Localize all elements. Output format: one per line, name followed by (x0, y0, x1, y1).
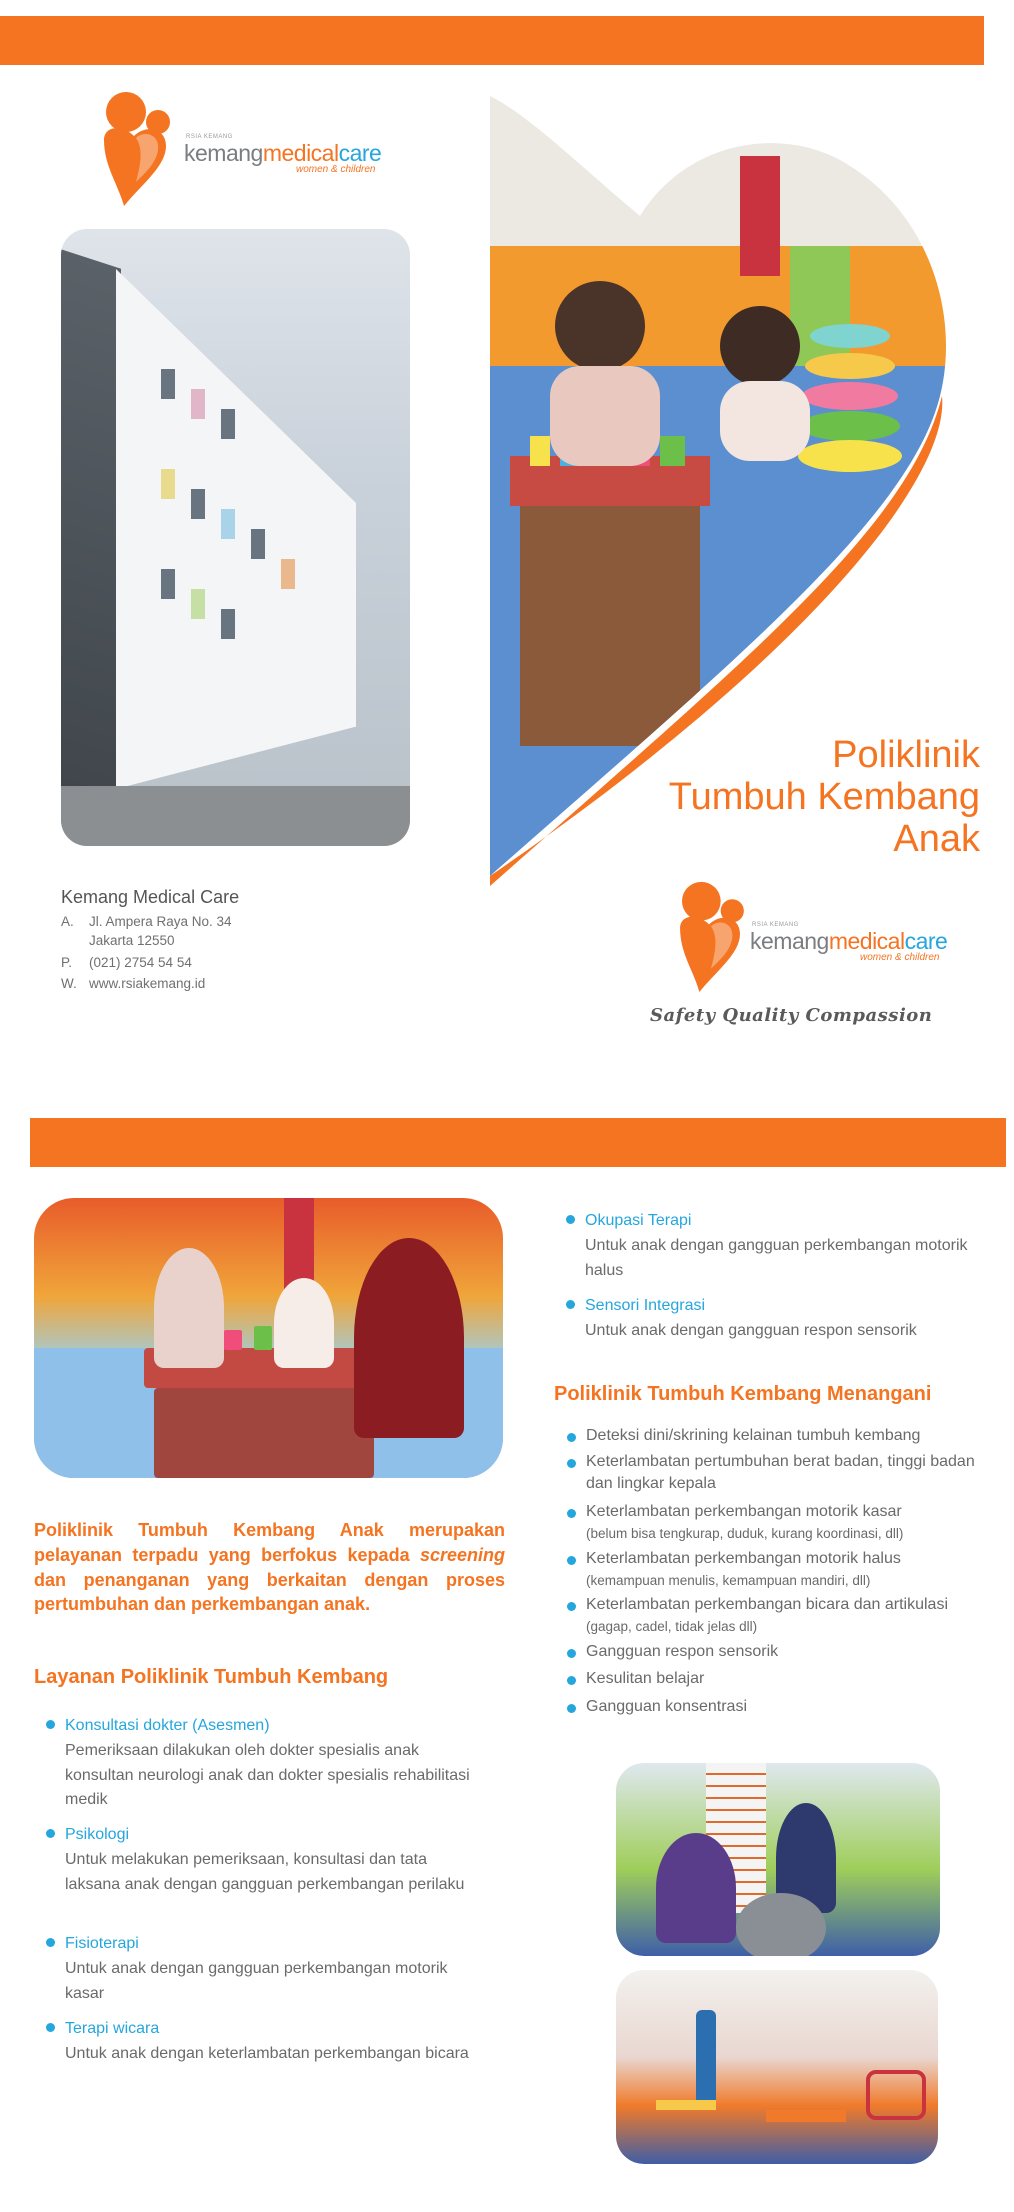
intro-strong: Poliklinik Tumbuh Kembang Anak (34, 1520, 384, 1540)
therapy-room-photo (34, 1198, 503, 1478)
bottom-orange-band (30, 1118, 1006, 1167)
heart-logo-icon (676, 878, 746, 992)
building-photo (61, 229, 410, 846)
service-item (585, 1294, 985, 1344)
logo-subtitle: women & children (860, 952, 940, 963)
therapy-gym-photo (616, 1763, 940, 1956)
service-desc: Untuk anak dengan gangguan perkembangan motorik kasar (65, 1959, 448, 2002)
sensory-room-photo (616, 1970, 938, 2164)
service-name: Sensori Integrasi (585, 1297, 706, 1314)
service-name: Psikologi (65, 1826, 130, 1843)
condition-item: Gangguan konsentrasi (586, 1696, 986, 1718)
condition-item: Keterlambatan perkembangan bicara dan artikulasi (gagap, cadel, tidak jelas dll) (586, 1594, 956, 1639)
service-desc: Untuk anak dengan keterlambatan perkembangan bicara (65, 2044, 469, 2062)
condition-item: Keterlambatan perkembangan motorik kasar (belum bisa tengkurap, duduk, kurang koordinasi, dll) (586, 1501, 986, 1546)
service-item (65, 2017, 485, 2067)
contact-phone: P. (021) 2754 54 54 (61, 955, 192, 970)
top-orange-band (0, 16, 984, 65)
logo-small-text: RSIA KEMANG (752, 922, 799, 928)
condition-item: Deteksi dini/skrining kelainan tumbuh kembang (586, 1425, 986, 1447)
service-name: Konsultasi dokter (Asesmen) (65, 1717, 270, 1734)
service-name: Terapi wicara (65, 2020, 160, 2037)
service-desc: Untuk melakukan pemeriksaan, konsultasi dan tata laksana anak dengan gangguan perkembangan perilaku (65, 1850, 465, 1893)
contact-name: Kemang Medical Care (61, 887, 240, 907)
service-item (65, 1714, 485, 1813)
service-name: Okupasi Terapi (585, 1212, 692, 1229)
brand-logo-top (100, 88, 390, 208)
condition-item: Keterlambatan perkembangan motorik halus (kemampuan menulis, kemampuan mandiri, dll) (586, 1548, 986, 1593)
service-desc: Untuk anak dengan gangguan perkembangan motorik halus (585, 1236, 968, 1279)
condition-item: Gangguan respon sensorik (586, 1641, 986, 1663)
service-item (65, 1932, 485, 2006)
heart-logo-icon (100, 88, 172, 206)
condition-item: Keterlambatan pertumbuhan berat badan, tinggi badan dan lingkar kepala (586, 1451, 986, 1496)
logo-subtitle: women & children (296, 164, 376, 175)
logo-small-text: RSIA KEMANG (186, 134, 233, 140)
cover-title (669, 735, 980, 860)
cover-title-line1: Poliklinik (832, 734, 980, 776)
condition-item: Kesulitan belajar (586, 1668, 986, 1690)
intro-paragraph: Poliklinik Tumbuh Kembang Anak merupakan pelayanan terpadu yang berfokus kepada screening dan penanganan yang berkaitan dengan proses pertumbuhan dan perkembangan anak. (34, 1520, 506, 1615)
service-desc: Untuk anak dengan gangguan respon sensorik (585, 1321, 917, 1339)
service-name: Fisioterapi (65, 1935, 139, 1952)
conditions-title: Poliklinik Tumbuh Kembang Menangani (554, 1383, 932, 1405)
brand-logo-bottom (676, 878, 976, 998)
contact-website[interactable]: W. www.rsiakemang.id (61, 976, 206, 991)
service-item (585, 1209, 985, 1283)
logo-wordmark: kemangmedicalcare (184, 140, 382, 166)
contact-address-line2: Jakarta 12550 (89, 933, 175, 948)
tagline: Safety Quality Compassion (650, 1005, 933, 1026)
services-title: Layanan Poliklinik Tumbuh Kembang (34, 1666, 389, 1688)
service-item (65, 1823, 485, 1897)
cover-title-line3: Anak (893, 817, 980, 860)
cover-title-line2: Tumbuh Kembang (668, 775, 980, 818)
contact-address: A. Jl. Ampera Raya No. 34 (61, 914, 232, 929)
logo-wordmark: kemangmedicalcare (750, 928, 948, 954)
service-desc: Pemeriksaan dilakukan oleh dokter spesialis anak konsultan neurologi anak dan dokter spesialis rehabilitasi medik (65, 1741, 470, 1809)
